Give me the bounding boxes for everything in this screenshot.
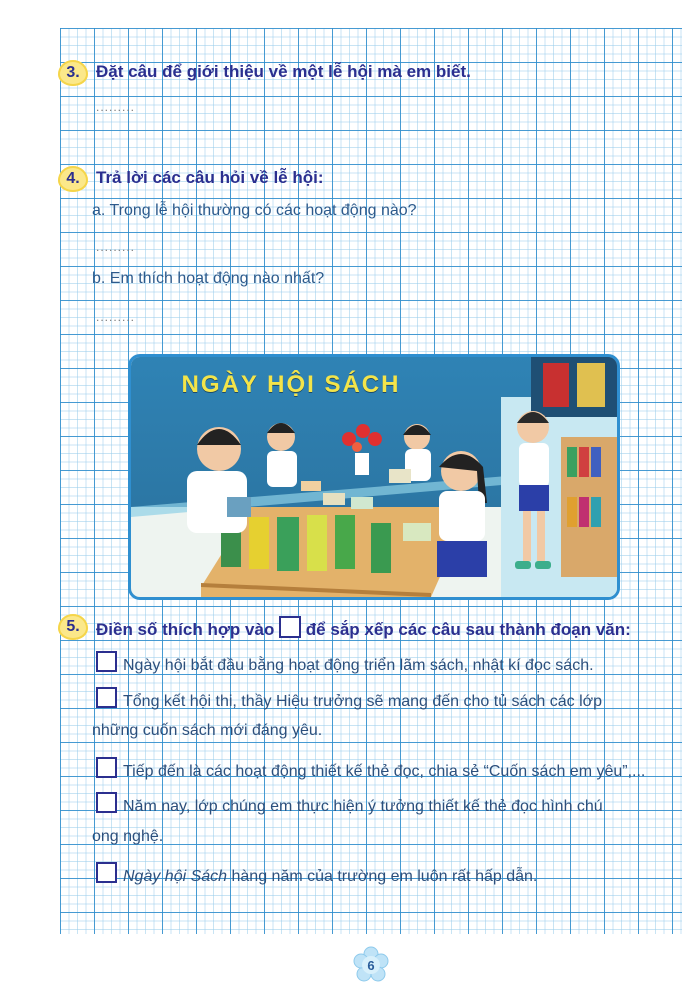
question-number-badge: 3.: [58, 60, 88, 86]
sentence-continuation: ong nghệ.: [92, 828, 164, 845]
sentence-text: Tổng kết hội thi, thầy Hiệu trưởng sẽ mang đến cho tủ sách các lớp: [123, 693, 603, 710]
answer-dots: .........: [96, 100, 136, 114]
sentence-item: [96, 757, 645, 781]
answer-dots: .........: [96, 240, 136, 254]
page-number: 6: [367, 957, 375, 973]
banner-title: NGÀY HỘI SÁCH: [181, 371, 401, 398]
question-title: [96, 616, 631, 640]
sentence-text: Ngày hội bắt đầu bằng hoạt động triển lãm sách, nhật kí đọc sách.: [123, 657, 594, 674]
question-title: Trả lời các câu hỏi về lễ hội:: [96, 168, 324, 187]
answer-box-2[interactable]: [96, 687, 117, 708]
question-number-badge: 5.: [58, 614, 88, 640]
question-title: Đặt câu để giới thiệu về một lễ hội mà em biết.: [96, 62, 471, 81]
sentence-italic: Ngày hội Sách: [123, 868, 228, 885]
question-title-part2: để sắp xếp các câu sau thành đoạn văn:: [305, 620, 631, 639]
answer-box-3[interactable]: [96, 757, 117, 778]
sentence-item: [96, 862, 537, 886]
question-title-part1: Điền số thích hợp vào: [96, 620, 275, 639]
sentence-text: Năm nay, lớp chúng em thực hiện ý tưởng thiết kế thẻ đọc hình chú: [123, 798, 603, 815]
answer-box-5[interactable]: [96, 862, 117, 883]
sentence-continuation: những cuốn sách mới đáng yêu.: [92, 722, 323, 739]
answer-dots: .........: [96, 310, 136, 324]
sentence-text: hàng năm của trường em luôn rất hấp dẫn.: [227, 868, 538, 885]
sentence-item: [96, 687, 602, 711]
question-number-badge: 4.: [58, 166, 88, 192]
sentence-item: [96, 792, 603, 816]
book-fair-illustration: [128, 354, 620, 600]
sentence-text: Tiếp đến là các hoạt động thiết kế thẻ đọc, chia sẻ “Cuốn sách em yêu”,...: [123, 763, 646, 780]
answer-box-example: [279, 616, 301, 638]
sub-question-a: a. Trong lễ hội thường có các hoạt động nào?: [92, 202, 417, 219]
answer-box-1[interactable]: [96, 651, 117, 672]
sentence-item: [96, 651, 594, 675]
answer-box-4[interactable]: [96, 792, 117, 813]
sub-question-b: b. Em thích hoạt động nào nhất?: [92, 270, 325, 287]
